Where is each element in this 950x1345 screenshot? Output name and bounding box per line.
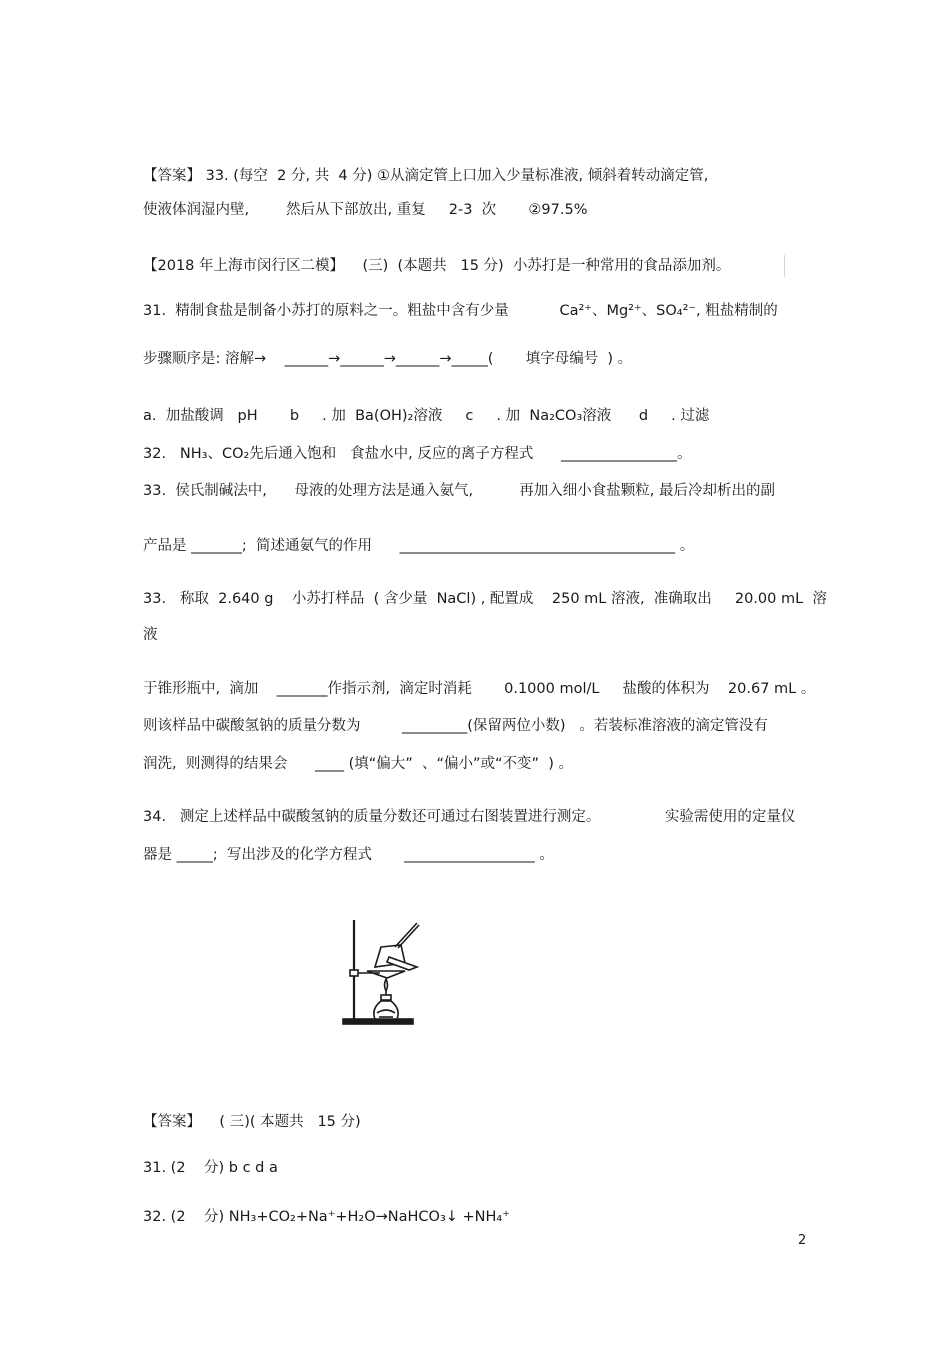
page-number: 2 [798, 1233, 807, 1248]
section-header: 【2018 年上海市闵行区二模】 (三) (本题共 15 分) 小苏打是一种常用的食品添加剂。 [143, 258, 731, 274]
question-33a-line-1: 33. 侯氏制碱法中, 母液的处理方法是通入氨气, 再加入细小食盐颗粒, 最后冷却析出的副 [143, 483, 775, 499]
question-33b-line-2: 液 [143, 627, 158, 643]
answer-32: 32. (2 分) NH₃+CO₂+Na⁺+H₂O→NaHCO₃↓ +NH₄⁺ [143, 1209, 510, 1225]
question-31-line-2: 步骤顺序是: 溶解→ ______→______→______→_____( 填字母编号 ) 。 [143, 351, 633, 367]
question-33a-line-2: 产品是 _______; 简述通氨气的作用 ______________________________________ 。 [143, 538, 695, 554]
question-33b-line-4: 则该样品中碳酸氢钠的质量分数为 _________(保留两位小数) 。若装标准溶液的滴定管没有 [143, 718, 768, 734]
question-31-options: a. 加盐酸调 pH b . 加 Ba(OH)₂溶液 c . 加 Na₂CO₃溶液 d . 过滤 [143, 408, 710, 424]
answer-header: 【答案】 ( 三)( 本题共 15 分) [143, 1114, 361, 1130]
question-31-line-1: 31. 精制食盐是制备小苏打的原料之一。粗盐中含有少量 Ca²⁺、Mg²⁺、SO₄²⁻, 粗盐精制的 [143, 303, 778, 319]
question-34-line-2: 器是 _____; 写出涉及的化学方程式 __________________ 。 [143, 847, 554, 863]
question-33b-line-3: 于锥形瓶中, 滴加 _______作指示剂, 滴定时消耗 0.1000 mol/L 盐酸的体积为 20.67 mL 。 [143, 681, 816, 697]
answer-31: 31. (2 分) b c d a [143, 1160, 278, 1176]
answer-33-line-2: 使液体润湿内壁, 然后从下部放出, 重复 2-3 次 ②97.5% [143, 202, 588, 218]
heating-apparatus-figure [335, 915, 435, 1030]
question-32: 32. NH₃、CO₂先后通入饱和 食盐水中, 反应的离子方程式 ________________。 [143, 446, 692, 462]
question-33b-line-5: 润洗, 则测得的结果会 ____ (填“偏大” 、“偏小”或“不变” ) 。 [143, 756, 574, 772]
answer-33-line-1: 【答案】 33. (每空 2 分, 共 4 分) ①从滴定管上口加入少量标准液, 倾斜着转动滴定管, [143, 168, 709, 184]
question-33b-line-1: 33. 称取 2.640 g 小苏打样品 ( 含少量 NaCl) , 配置成 250 mL 溶液, 准确取出 20.00 mL 溶 [143, 591, 827, 607]
question-34-line-1: 34. 测定上述样品中碳酸氢钠的质量分数还可通过右图装置进行测定。 实验需使用的定量仪 [143, 809, 796, 825]
right-margin-mark [784, 255, 785, 277]
